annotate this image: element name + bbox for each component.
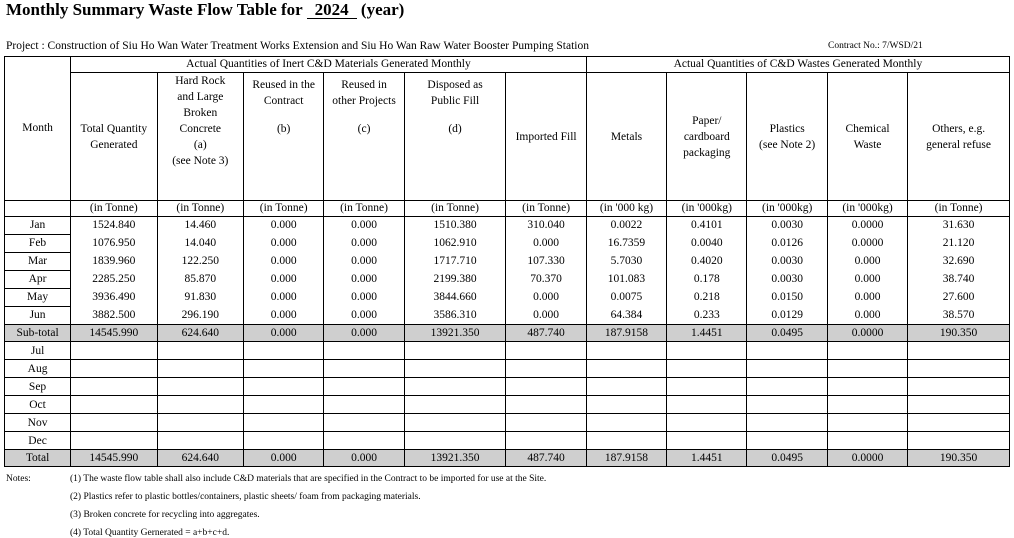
value-cell [747,414,827,432]
value-cell: 0.000 [324,450,404,467]
value-cell: 0.0075 [586,289,666,307]
table-row [5,235,1010,253]
column-header-line: general refuse [926,138,991,151]
value-cell: 1717.710 [404,253,506,271]
value-cell: 0.000 [324,289,404,307]
value-cell [324,342,404,360]
value-cell [586,360,666,378]
month-cell: Jul [5,342,71,360]
project-line: Project : Construction of Siu Ho Wan Water Treatment Works Extension and Siu Ho Wan Raw Water Booster Pumping Station [6,40,590,52]
column-header-ref: (c) [357,123,371,135]
value-cell [404,378,506,396]
title-year: 2024 [307,2,357,19]
value-cell: 0.0022 [586,217,666,235]
value-cell: 3844.660 [404,289,506,307]
waste-flow-table [4,56,1010,467]
unit-cell: (in Tonne) [404,201,506,217]
value-cell [667,432,747,450]
value-cell [827,342,907,360]
value-cell: 187.9158 [586,450,666,467]
column-header [404,73,506,201]
month-cell: Nov [5,414,71,432]
value-cell: 1076.950 [71,235,157,253]
value-cell: 0.0030 [747,271,827,289]
value-cell: 1.4451 [667,450,747,467]
value-cell: 0.000 [506,235,586,253]
value-cell [747,378,827,396]
value-cell [244,342,324,360]
value-cell: 0.000 [244,325,324,342]
value-cell [71,378,157,396]
value-cell [586,342,666,360]
column-header-line: Concrete [179,123,222,135]
value-cell [71,432,157,450]
column-header [827,73,907,201]
value-cell: 64.384 [586,307,666,325]
title-suffix: (year) [360,0,405,19]
month-cell: Sep [5,378,71,396]
column-header-line: Broken [183,107,218,119]
note-item: (2) Plastics refer to plastic bottles/containers, plastic sheets/ foam from packaging materials. [70,492,421,502]
value-cell [586,414,666,432]
value-cell: 38.740 [908,271,1010,289]
value-cell [244,432,324,450]
value-cell: 0.000 [324,217,404,235]
value-cell [908,360,1010,378]
value-cell [506,432,586,450]
value-cell: 85.870 [157,271,243,289]
value-cell: 0.0040 [667,235,747,253]
value-cell [71,360,157,378]
subtotal-row [5,325,1010,342]
column-header-line: Contract [263,95,304,107]
value-cell [908,342,1010,360]
unit-cell: (in Tonne) [908,201,1010,217]
table-row [5,432,1010,450]
table-row [5,378,1010,396]
value-cell: 296.190 [157,307,243,325]
value-cell [747,360,827,378]
value-cell: 0.000 [244,235,324,253]
value-cell: 0.218 [667,289,747,307]
contract-number: Contract No.: 7/WSD/21 [828,41,923,51]
notes-label: Notes: [6,474,31,484]
value-cell: 91.830 [157,289,243,307]
value-cell: 0.0030 [747,253,827,271]
value-cell [586,396,666,414]
value-cell [324,360,404,378]
column-header-line: (see Note 3) [172,155,229,167]
table-row [5,360,1010,378]
value-cell [506,360,586,378]
value-cell: 21.120 [908,235,1010,253]
column-header [908,73,1010,201]
value-cell [404,414,506,432]
value-cell: 0.000 [827,289,907,307]
column-header-line: Hard Rock [175,75,226,87]
value-cell: 3882.500 [71,307,157,325]
title-prefix: Monthly Summary Waste Flow Table for [6,0,303,19]
column-header [244,73,324,201]
value-cell [667,342,747,360]
value-cell: 0.000 [324,307,404,325]
value-cell: 14.460 [157,217,243,235]
column-header-line: packaging [683,146,731,159]
value-cell: 0.0150 [747,289,827,307]
value-cell [244,414,324,432]
month-cell: Aug [5,360,71,378]
column-header-ref: (b) [276,123,291,135]
value-cell: 107.330 [506,253,586,271]
group-cd-header: Actual Quantities of C&D Wastes Generated Monthly [586,57,1009,73]
unit-cell: (in '000kg) [827,201,907,217]
value-cell: 1062.910 [404,235,506,253]
value-cell [667,396,747,414]
value-cell: 1.4451 [667,325,747,342]
column-header-line: Disposed as [427,79,483,91]
note-item: (4) Total Quantity Gernerated = a+b+c+d. [70,528,230,538]
value-cell [586,378,666,396]
value-cell: 5.7030 [586,253,666,271]
unit-cell: (in '000kg) [747,201,827,217]
value-cell: 101.083 [586,271,666,289]
value-cell [908,378,1010,396]
value-cell [747,342,827,360]
column-header [506,73,586,201]
column-header-line: Others, e.g. [932,122,986,135]
value-cell: 70.370 [506,271,586,289]
value-cell [827,414,907,432]
value-cell [157,378,243,396]
column-header-ref: (d) [448,123,462,135]
value-cell [827,432,907,450]
column-header-line: other Projects [332,95,396,107]
note-item: (3) Broken concrete for recycling into aggregates. [70,510,260,520]
column-header-line: Imported Fill [515,130,577,143]
column-header-line: and Large [177,91,224,103]
value-cell [908,396,1010,414]
value-cell: 0.0000 [827,450,907,467]
value-cell [404,360,506,378]
value-cell: 32.690 [908,253,1010,271]
month-cell: Sub-total [5,325,71,342]
value-cell: 14.040 [157,235,243,253]
value-cell [157,414,243,432]
month-cell: Mar [5,253,71,271]
value-cell: 13921.350 [404,450,506,467]
value-cell: 190.350 [908,450,1010,467]
value-cell: 0.000 [324,325,404,342]
unit-cell: (in Tonne) [244,201,324,217]
table-row [5,342,1010,360]
column-header-line: cardboard [683,130,730,143]
column-header-line: Chemical [845,122,890,135]
value-cell: 0.000 [244,289,324,307]
value-cell [244,396,324,414]
value-cell [586,432,666,450]
unit-cell: (in '000kg) [667,201,747,217]
value-cell: 624.640 [157,325,243,342]
value-cell: 14545.990 [71,450,157,467]
page-title [6,0,404,20]
value-cell: 487.740 [506,325,586,342]
unit-cell: (in Tonne) [324,201,404,217]
value-cell [908,414,1010,432]
value-cell: 0.0495 [747,325,827,342]
column-header-line: Public Fill [430,95,480,107]
column-header-line: Plastics [769,122,805,135]
value-cell [747,396,827,414]
value-cell [827,360,907,378]
value-cell: 0.178 [667,271,747,289]
value-cell: 0.000 [244,271,324,289]
total-row [5,450,1010,467]
column-header [324,73,404,201]
value-cell: 0.000 [324,235,404,253]
value-cell: 0.0129 [747,307,827,325]
value-cell [747,432,827,450]
value-cell: 1510.380 [404,217,506,235]
column-header [747,73,827,201]
value-cell: 1524.840 [71,217,157,235]
value-cell: 0.000 [244,450,324,467]
value-cell: 310.040 [506,217,586,235]
value-cell: 2199.380 [404,271,506,289]
value-cell [908,432,1010,450]
unit-cell: (in '000 kg) [586,201,666,217]
value-cell: 38.570 [908,307,1010,325]
month-cell: Apr [5,271,71,289]
value-cell: 0.4101 [667,217,747,235]
table-row [5,414,1010,432]
note-item: (1) The waste flow table shall also include C&D materials that are specified in the Contract to be imported for use at the Site. [70,474,547,484]
value-cell [324,396,404,414]
month-cell: Oct [5,396,71,414]
unit-cell: (in Tonne) [157,201,243,217]
unit-month-spacer [5,201,71,217]
value-cell: 3586.310 [404,307,506,325]
month-header: Month [5,57,71,201]
value-cell [71,414,157,432]
value-cell [244,378,324,396]
column-header-line: Reused in the [252,79,315,91]
value-cell [506,414,586,432]
month-cell: Jan [5,217,71,235]
column-header-line: (a) [193,139,207,151]
value-cell: 14545.990 [71,325,157,342]
value-cell [667,360,747,378]
column-header [71,73,157,201]
value-cell: 0.0030 [747,217,827,235]
month-cell: Jun [5,307,71,325]
column-header-line: Generated [90,138,138,151]
month-cell: Dec [5,432,71,450]
value-cell [404,432,506,450]
value-cell [404,396,506,414]
column-header-line: (see Note 2) [759,138,816,151]
value-cell [827,378,907,396]
value-cell: 187.9158 [586,325,666,342]
value-cell: 0.000 [324,253,404,271]
value-cell: 487.740 [506,450,586,467]
unit-cell: (in Tonne) [71,201,157,217]
value-cell: 31.630 [908,217,1010,235]
value-cell [157,360,243,378]
value-cell [324,378,404,396]
value-cell: 0.000 [244,217,324,235]
value-cell [71,396,157,414]
column-header [667,73,747,201]
month-cell: May [5,289,71,307]
value-cell: 3936.490 [71,289,157,307]
month-cell: Total [5,450,71,467]
value-cell [157,342,243,360]
value-cell: 0.000 [827,307,907,325]
table-row [5,271,1010,289]
unit-cell: (in Tonne) [506,201,586,217]
table-row [5,217,1010,235]
value-cell: 0.0000 [827,325,907,342]
value-cell: 624.640 [157,450,243,467]
column-header-line: Waste [853,138,882,151]
value-cell [506,396,586,414]
table-row [5,307,1010,325]
value-cell [506,378,586,396]
column-header-line: Paper/ [692,114,722,127]
value-cell: 0.000 [244,307,324,325]
value-cell: 1839.960 [71,253,157,271]
value-cell: 190.350 [908,325,1010,342]
column-header [586,73,666,201]
value-cell: 0.0000 [827,235,907,253]
value-cell: 0.000 [827,253,907,271]
value-cell: 2285.250 [71,271,157,289]
value-cell: 0.000 [506,289,586,307]
month-cell: Feb [5,235,71,253]
value-cell [667,414,747,432]
value-cell: 0.0000 [827,217,907,235]
value-cell [404,342,506,360]
value-cell: 122.250 [157,253,243,271]
value-cell: 13921.350 [404,325,506,342]
value-cell: 0.0126 [747,235,827,253]
table-row [5,396,1010,414]
table-row [5,253,1010,271]
value-cell [667,378,747,396]
value-cell: 0.4020 [667,253,747,271]
value-cell [827,396,907,414]
value-cell: 0.0495 [747,450,827,467]
value-cell [157,396,243,414]
value-cell: 0.000 [827,271,907,289]
column-header-line: Metals [610,130,643,143]
value-cell: 0.000 [506,307,586,325]
table-row [5,289,1010,307]
value-cell: 0.233 [667,307,747,325]
value-cell: 0.000 [324,271,404,289]
column-header-line: Reused in [341,79,387,91]
value-cell: 27.600 [908,289,1010,307]
column-header [157,73,243,201]
value-cell [157,432,243,450]
value-cell [71,342,157,360]
value-cell: 0.000 [244,253,324,271]
value-cell: 16.7359 [586,235,666,253]
value-cell [506,342,586,360]
value-cell [244,360,324,378]
column-header-line: Total Quantity [80,122,148,135]
value-cell [324,414,404,432]
value-cell [324,432,404,450]
group-inert-header: Actual Quantities of Inert C&D Materials Generated Monthly [71,57,587,73]
